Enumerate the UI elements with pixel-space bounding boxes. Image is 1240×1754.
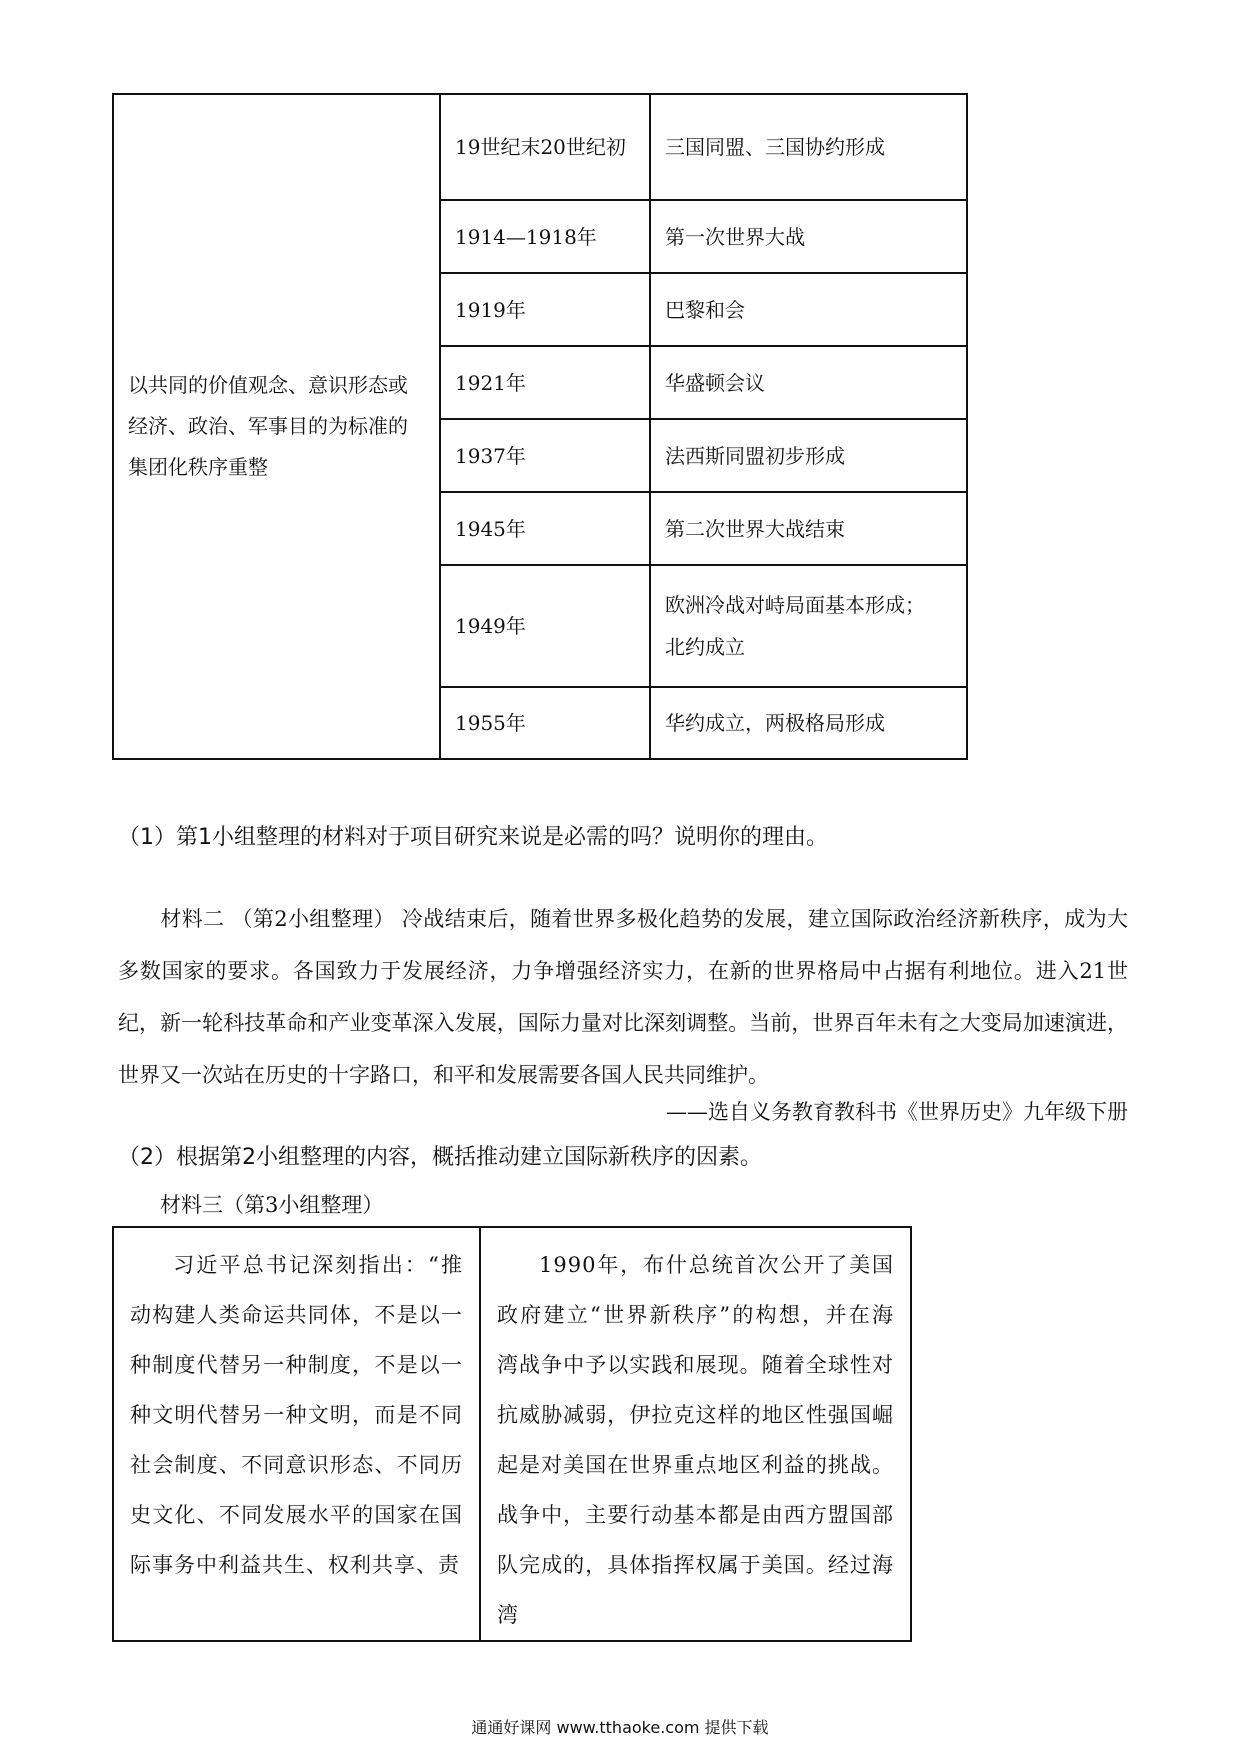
event-cell: 华约成立，两极格局形成 (650, 687, 967, 759)
time-cell: 19世纪末20世纪初 (440, 94, 650, 200)
time-cell: 1937年 (440, 419, 650, 492)
time-cell: 1919年 (440, 273, 650, 346)
event-cell: 巴黎和会 (650, 273, 967, 346)
question-1: （1）第1小组整理的材料对于项目研究来说是必需的吗？说明你的理由。 (118, 825, 828, 850)
question-2: （2）根据第2小组整理的内容，概括推动建立国际新秩序的因素。 (118, 1145, 762, 1170)
table-row (113, 94, 967, 200)
event-cell (650, 565, 967, 687)
timeline-table (112, 93, 968, 760)
material-3-right-cell (480, 1227, 911, 1641)
table-row (113, 1227, 911, 1641)
material-2-text (118, 893, 1128, 1101)
time-cell: 1921年 (440, 346, 650, 419)
event-cell: 三国同盟、三国协约形成 (650, 94, 967, 200)
material-3-left-cell (113, 1227, 480, 1641)
material-2-source: ——选自义务教育教科书《世界历史》九年级下册 (666, 1100, 1128, 1124)
material-3-left-text: 习近平总书记深刻指出：“推动构建人类命运共同体，不是以一种制度代替另一种制度，不是以一种文明代替另一种文明，而是不同社会制度、不同意识形态、不同历史文化、不同发展水平的国家在国际事务中利益共生、权利共享、责 (130, 1253, 463, 1577)
event-cell: 第二次世界大战结束 (650, 492, 967, 565)
event-line: 北约成立 (665, 635, 745, 659)
event-cell: 华盛顿会议 (650, 346, 967, 419)
time-cell: 1949年 (440, 565, 650, 687)
time-cell: 1914—1918年 (440, 200, 650, 273)
time-cell: 1955年 (440, 687, 650, 759)
event-cell: 法西斯同盟初步形成 (650, 419, 967, 492)
event-line: 欧洲冷战对峙局面基本形成； (665, 593, 925, 617)
time-cell: 1945年 (440, 492, 650, 565)
material-3-title: 材料三（第3小组整理） (160, 1193, 384, 1217)
page-footer: 通通好课网 www.tthaoke.com 提供下载 (471, 1718, 769, 1737)
material-3-table (112, 1226, 912, 1642)
category-cell: 以共同的价值观念、意识形态或经济、政治、军事目的为标准的集团化秩序重整 (113, 94, 440, 759)
material-2-body: 材料二 （第2小组整理） 冷战结束后，随着世界多极化趋势的发展，建立国际政治经济新秩序，成为大多数国家的要求。各国致力于发展经济，力争增强经济实力，在新的世界格局中占据有利地位。进入21世纪，新一轮科技革命和产业变革深入发展，国际力量对比深刻调整。当前，世界百年未有之大变局加速演进，世界又一次站在历史的十字路口，和平和发展需要各国人民共同维护。 (118, 907, 1128, 1087)
material-3-right-text: 1990年，布什总统首次公开了美国政府建立“世界新秩序”的构想，并在海湾战争中予以实践和展现。随着全球性对抗威胁减弱，伊拉克这样的地区性强国崛起是对美国在世界重点地区利益的挑战。战争中，主要行动基本都是由西方盟国部队完成的，具体指挥权属于美国。经过海湾 (497, 1253, 894, 1627)
event-cell: 第一次世界大战 (650, 200, 967, 273)
